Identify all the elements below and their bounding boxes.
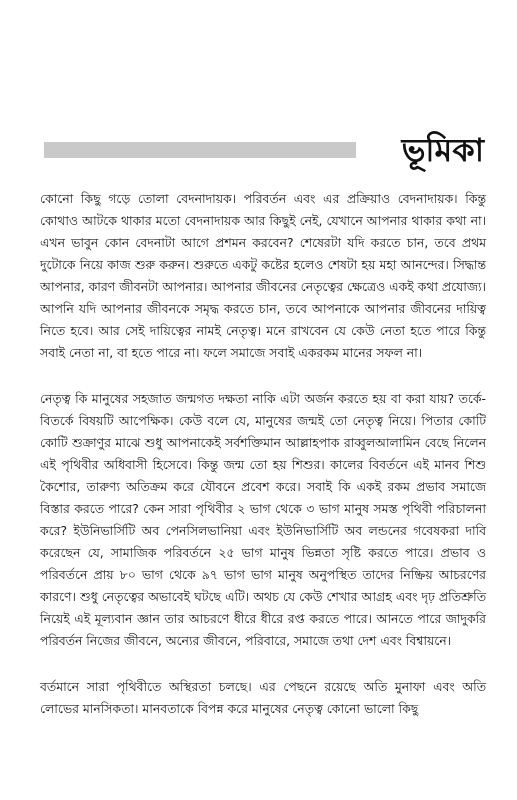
paragraph-2: নেতৃত্ব কি মানুষের সহজাত জন্মগত দক্ষতা নাকি এটা অর্জন করতে হয় বা করা যায়? তর্কে-বিতর্কে বিষয়টি আপেক্ষিক। কেউ বলে যে, মানুষের জন্মই তো নেতৃত্ব নিয়ে। পিতার কোটি কোটি শুক্রাণুর মাঝে শুধু আপনাকেই সর্বশক্তিমান আল্লাহপাক রাব্বুলআলামিন বেছে নিলেন এই পৃথিবীর অধিবাসী হিসেবে। কিন্তু জন্ম তো হয় শিশুর। কালের বিবর্তনে এই মানব শিশু কৈশোর, তারুণ্য অতিক্রম করে যৌবনে প্রবেশ করে। সবাই কি একই রকম প্রভাব সমাজে বিস্তার করতে পারে? কেন সারা পৃথিবীর ২ ভাগ থেকে ৩ ভাগ মানুষ সমস্ত পৃথিবী পরিচালনা করে? ইউনিভার্সিটি অব পেনসিলভানিয়া এবং ইউনিভার্সিটি অব লন্ডনের গবেষকরা দাবি করেছেন যে, সামাজিক পরিবর্তনে ২৫ ভাগ মানুষ ভিন্নতা সৃষ্টি করতে পারে। প্রভাব ও পরিবর্তনে প্রায় ৮০ ভাগ থেকে ৯৭ ভাগ ভাগ মানুষ অনুপস্থিত তাদের নিষ্ক্রিয় আচরণের কারণে। শুধু নেতৃত্বের অভাবেই ঘটছে এটি। অথচ যে কেউ শেখার আগ্রহ এবং দৃঢ় প্রতিশ্রুতি নিয়েই এই মূল্যবান জ্ঞান তার আচরণে ধীরে ধীরে রপ্ত করতে পারে। আনতে পারে জাদুকরি পরিবর্তন নিজের জীবনে, অন্যের জীবনে, পরিবারে, সমাজে তথা দেশ এবং বিশ্বায়নে। [40,391,486,648]
chapter-title: ভূমিকা [401,131,484,169]
heading-decorative-bar [44,142,356,158]
body-text [40,188,486,720]
paragraph-1: কোনো কিছু গড়ে তোলা বেদনাদায়ক। পরিবর্তন এবং এর প্রক্রিয়াও বেদনাদায়ক। কিন্তু কোথাও আটকে থাকার মতো বেদনাদায়ক আর কিছুই নেই, যেখানে আপনার থাকার কথা না। এখন ভাবুন কোন বেদনাটা আগে প্রশমন করবেন? শেষেরটা যদি করতে চান, তবে প্রথম দুটোকে নিয়ে কাজ শুরু করুন। শুরুতে একটু কষ্টের হলেও শেষটা হয় মহা আনন্দের। সিদ্ধান্ত আপনার, কারণ জীবনটা আপনার। আপনার জীবনের নেতৃত্বের ক্ষেত্রেও একই কথা প্রযোজ্য। আপনি যদি আপনার জীবনকে সমৃদ্ধ করতে চান, তবে আপনাকে আপনার জীবনের দায়িত্ব নিতে হবে। আর সেই দায়িত্বের নামই নেতৃত্ব। মনে রাখবেন যে কেউ নেতা হতে পারে কিন্তু সবাই নেতা না, বা হতে পারে না। ফলে সমাজে সবাই একরকম মানের সফল না। [40,191,486,360]
chapter-heading [44,128,484,176]
paragraph-3: বর্তমানে সারা পৃথিবীতে অস্থিরতা চলছে। এর পেছনে রয়েছে অতি মুনাফা এবং অতি লোভের মানসিকতা। মানবতাকে বিপন্ন করে মানুষের নেতৃত্ব কোনো ভালো কিছু [40,679,486,716]
